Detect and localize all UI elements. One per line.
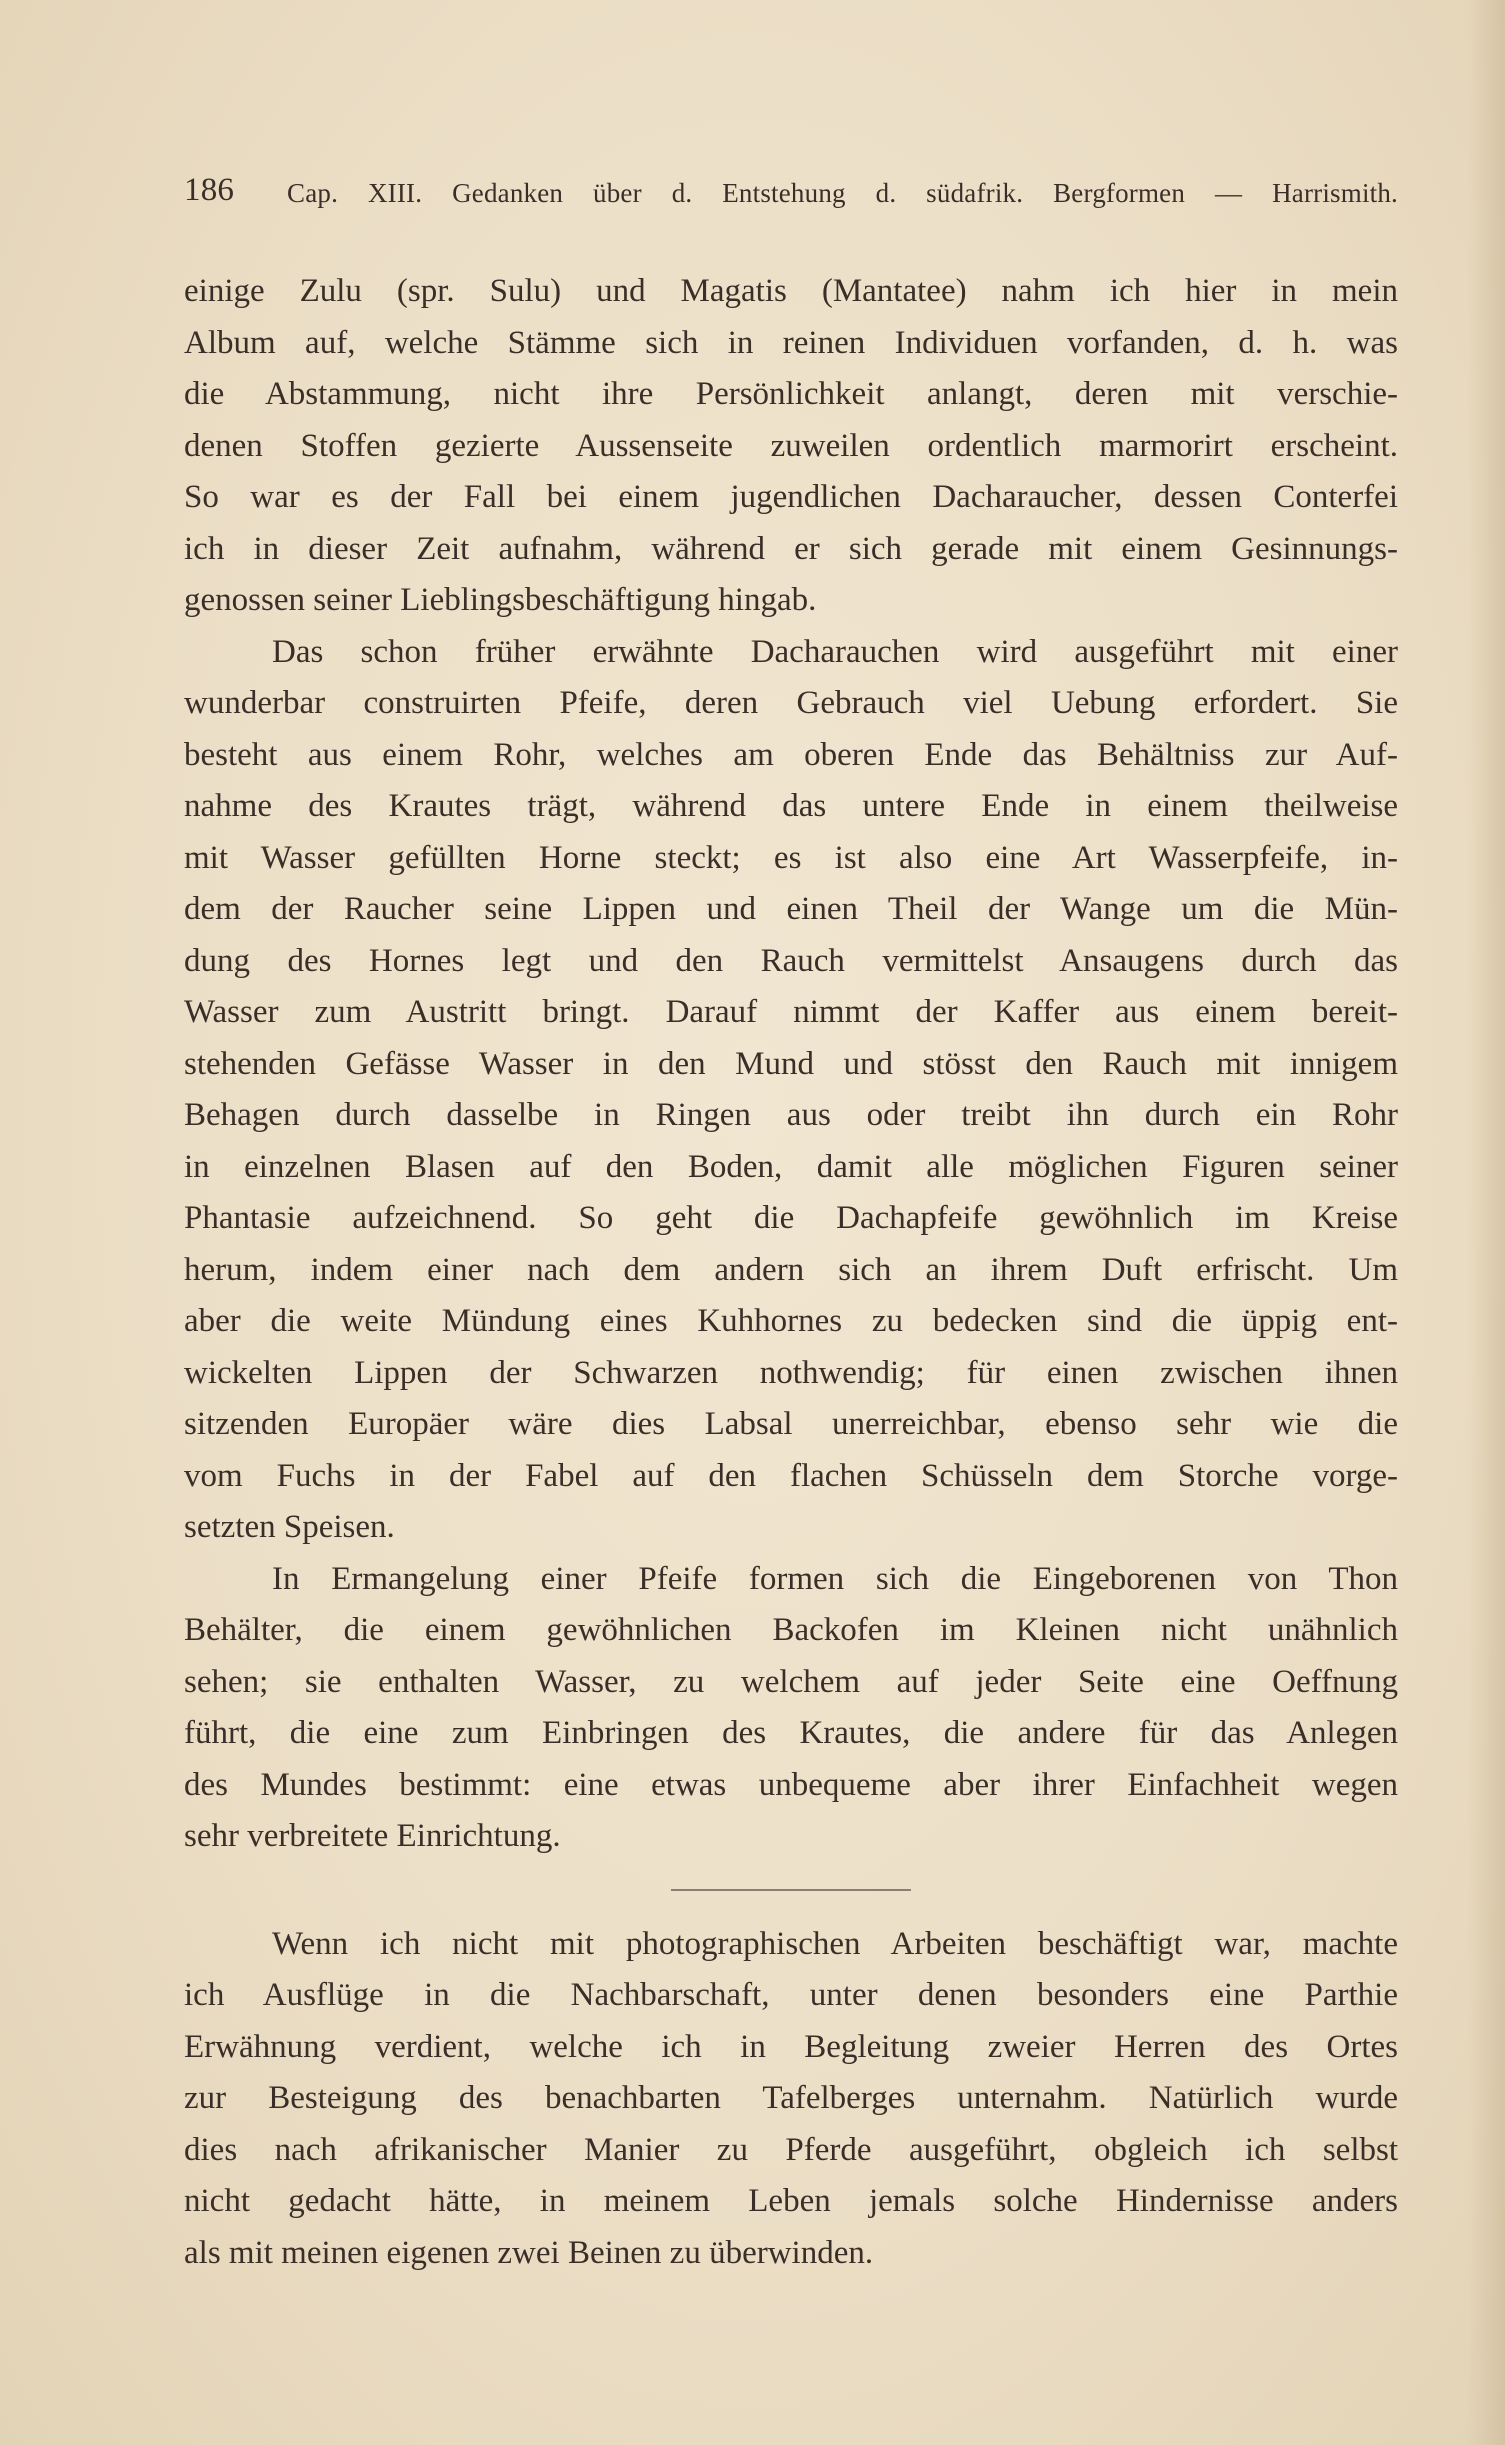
text-line: Behälter, die einem gewöhnlichen Backofen im Kleinen nicht unähnlich — [184, 1612, 1398, 1648]
text-line: So war es der Fall bei einem jugendlichen Dacharaucher, dessen Conterfei — [184, 479, 1398, 515]
text-line: als mit meinen eigenen zwei Beinen zu überwinden. — [184, 2234, 874, 2271]
text-line: sitzenden Europäer wäre dies Labsal unerreichbar, ebenso sehr wie die — [184, 1406, 1398, 1442]
text-line: Wasser zum Austritt bringt. Darauf nimmt der Kaffer aus einem bereit- — [184, 994, 1398, 1030]
text-line: nahme des Krautes trägt, während das untere Ende in einem theilweise — [184, 788, 1398, 824]
text-line: herum, indem einer nach dem andern sich an ihrem Duft erfrischt. Um — [184, 1251, 1398, 1288]
text-line: in einzelnen Blasen auf den Boden, damit alle möglichen Figuren seiner — [184, 1148, 1398, 1185]
page-number: 186 — [184, 172, 235, 208]
text-line: wunderbar construirten Pfeife, deren Gebrauch viel Uebung erfordert. Sie — [184, 685, 1398, 721]
paragraph — [184, 266, 1398, 627]
text-line: Phantasie aufzeichnend. So geht die Dachapfeife gewöhnlich im Kreise — [184, 1200, 1398, 1236]
text-line: ich Ausflüge in die Nachbarschaft, unter denen besonders eine Parthie — [184, 1977, 1398, 2013]
page-fold-shadow — [1467, 0, 1505, 2445]
text-line: ich in dieser Zeit aufnahm, während er sich gerade mit einem Gesinnungs- — [184, 530, 1398, 567]
text-line: stehenden Gefässe Wasser in den Mund und stösst den Rauch mit innigem — [184, 1045, 1398, 1082]
section-divider — [671, 1889, 911, 1891]
text-line: führt, die eine zum Einbringen des Krautes, die andere für das Anlegen — [184, 1715, 1398, 1751]
text-line: wickelten Lippen der Schwarzen nothwendig; für einen zwischen ihnen — [184, 1354, 1398, 1391]
text-line: besteht aus einem Rohr, welches am oberen Ende das Behältniss zur Auf- — [184, 736, 1398, 773]
text-line: Erwähnung verdient, welche ich in Begleitung zweier Herren des Ortes — [184, 2028, 1398, 2065]
text-line: sehen; sie enthalten Wasser, zu welchem auf jeder Seite eine Oeffnung — [184, 1663, 1398, 1700]
text-line: nicht gedacht hätte, in meinem Leben jemals solche Hindernisse anders — [184, 2183, 1398, 2219]
text-line: In Ermangelung einer Pfeife formen sich die Eingeborenen von Thon — [272, 1560, 1398, 1597]
text-line: setzten Speisen. — [184, 1509, 395, 1545]
text-line: Behagen durch dasselbe in Ringen aus oder treibt ihn durch ein Rohr — [184, 1097, 1398, 1133]
text-line: aber die weite Mündung eines Kuhhornes zu bedecken sind die üppig ent- — [184, 1303, 1398, 1339]
text-line: Album auf, welche Stämme sich in reinen Individuen vorfanden, d. h. was — [184, 324, 1398, 361]
text-line: sehr verbreitete Einrichtung. — [184, 1818, 561, 1854]
body-text — [184, 266, 1398, 2279]
text-line: einige Zulu (spr. Sulu) und Magatis (Mantatee) nahm ich hier in mein — [184, 273, 1398, 309]
paragraph — [184, 1554, 1398, 1863]
text-line: dung des Hornes legt und den Rauch vermittelst Ansaugens durch das — [184, 942, 1398, 979]
text-line: genossen seiner Lieblingsbeschäftigung hingab. — [184, 582, 817, 618]
text-line: die Abstammung, nicht ihre Persönlichkeit anlangt, deren mit verschie- — [184, 376, 1398, 412]
text-line: des Mundes bestimmt: eine etwas unbequeme aber ihrer Einfachheit wegen — [184, 1766, 1398, 1803]
paragraph — [184, 1919, 1398, 2280]
text-line: Das schon früher erwähnte Dacharauchen wird ausgeführt mit einer — [272, 633, 1398, 670]
text-line: zur Besteigung des benachbarten Tafelberges unternahm. Natürlich wurde — [184, 2080, 1398, 2116]
page-header — [184, 172, 1398, 220]
text-line: denen Stoffen gezierte Aussenseite zuweilen ordentlich marmorirt erscheint. — [184, 427, 1398, 464]
text-line: dem der Raucher seine Lippen und einen Theil der Wange um die Mün- — [184, 891, 1398, 927]
text-line: Wenn ich nicht mit photographischen Arbeiten beschäftigt war, machte — [272, 1925, 1398, 1962]
paragraph — [184, 627, 1398, 1554]
text-line: mit Wasser gefüllten Horne steckt; es ist also eine Art Wasserpfeife, in- — [184, 839, 1398, 876]
text-line: vom Fuchs in der Fabel auf den flachen Schüsseln dem Storche vorge- — [184, 1457, 1398, 1494]
text-line: dies nach afrikanischer Manier zu Pferde ausgeführt, obgleich ich selbst — [184, 2131, 1398, 2168]
running-head: Cap. XIII. Gedanken über d. Entstehung d. südafrik. Bergformen — Harrismith. — [287, 178, 1398, 208]
